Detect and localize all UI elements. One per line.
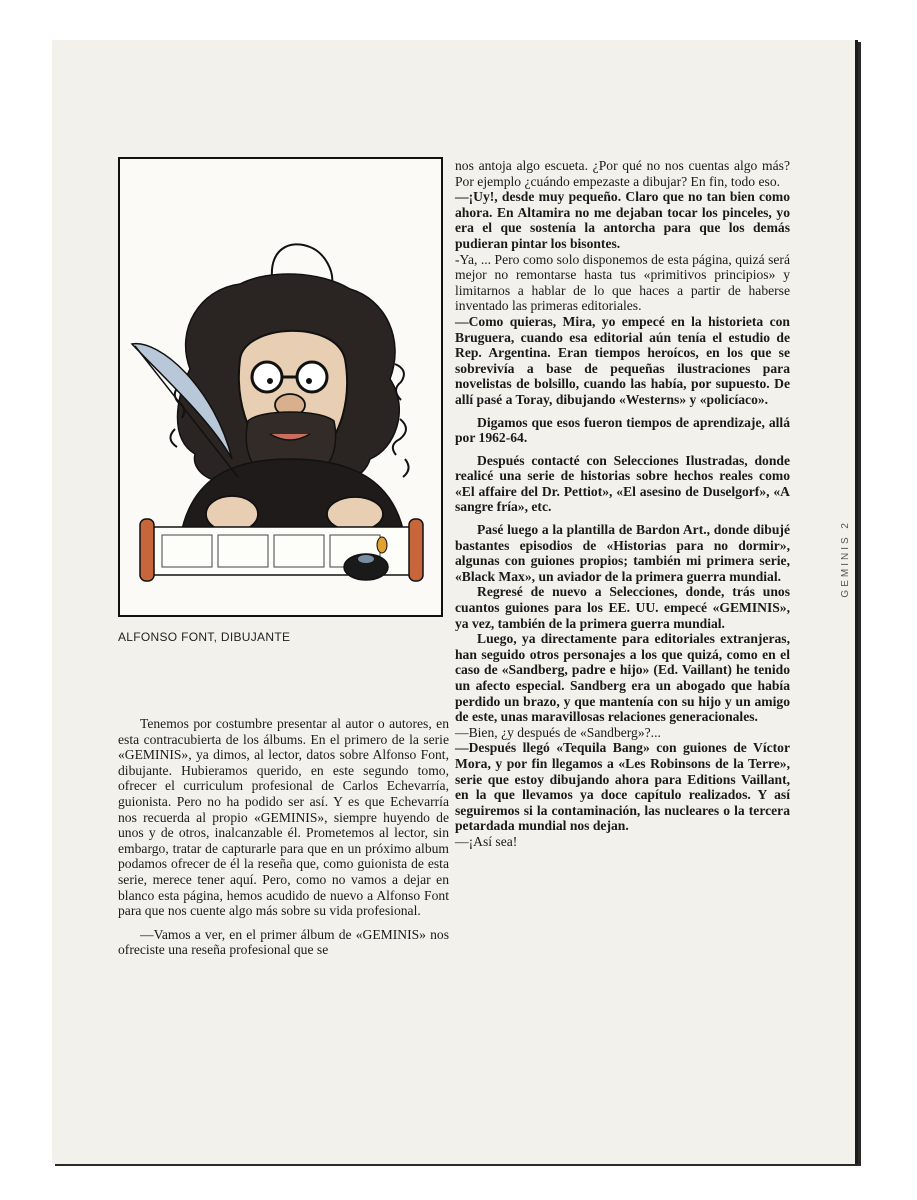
interview-paragraph: —Después llegó «Tequila Bang» con guiones de Víctor Mora, y por fin llegamos a «Les Robinsons de la Terre», serie que estoy dibujando ahora para Editions Vaillant, en la que llevamos ya doce capítulo realizados. Y así seguiremos si la contaminación, las nucleares o la tercera petardada mundial nos dejan. — [455, 740, 790, 834]
interview-paragraph: Luego, ya directamente para editoriales extranjeras, han seguido otros personajes a los que quizá, como en el caso de «Sandberg, padre e hijo» (Ed. Vaillant) he tenido un afecto especial. Sandberg era un abogado que había perdido un brazo, y que mantenía con su hijo y un amigo de este, unas maravillosas relaciones generacionales. — [455, 631, 790, 725]
interview-paragraph: —Bien, ¿y después de «Sandberg»?... — [455, 724, 661, 740]
interview-paragraph: —Como quieras, Mira, yo empecé en la historieta con Bruguera, cuando esa editorial aún tenía el estudio de Rep. Argentina. Eran tiempos heroícos, en los que se sobrevivía a base de pequeñas ilustraciones para novelistas de bolsillo, cuando las había, por supuesto. De allí pasé a Toray, dibujando «Westerns» y «policíaco». — [455, 313, 790, 407]
left-text-column — [118, 716, 449, 958]
interview-paragraph: Regresé de nuevo a Selecciones, donde, trás unos cuantos guiones para los EE. UU. empecé «GEMINIS», ya vez, también de la primera guerra mundial. — [455, 584, 790, 631]
intro-paragraph: Tenemos por costumbre presentar al autor o autores, en esta contracubierta de los álbums. En el primero de la serie «GEMINIS», ya dimos, al lector, datos sobre Alfonso Font, dibujante. Hubieramos querido, en este segundo tomo, ofrecer el curriculum profesional de Carlos Echevarría, guionista. Pero no ha podido ser así. Y es que Echevarría nos recuerda al propio «GEMINIS», siempre huyendo de unos y de otros, inalcanzable él. Prometemos al lector, sin embargo, tratar de capturarle para que en un próximo album podamos ofrecer de él la reseña que, como guionista de esta serie, merece tener aquí. Pero, como no vamos a dejar en blanco esta página, hemos acudido de nuevo a Alfonso Font para que nos cuente algo más sobre su vida profesional. — [118, 716, 449, 919]
interview-paragraph: nos antoja algo escueta. ¿Por qué no nos cuentas algo más? Por ejemplo ¿cuándo empezaste a dibujar? En fin, todo eso. — [455, 158, 790, 189]
interview-paragraph: —¡Uy!, desde muy pequeño. Claro que no tan bien como ahora. En Altamira no me dejaban tocar los pinceles, yo era el que sostenía la antorcha para que los demás pudieran pintar los bisontes. — [455, 189, 790, 251]
first-question: —Vamos a ver, en el primer álbum de «GEMINIS» nos ofreciste una reseña profesional que se — [118, 926, 449, 958]
spine-title: GEMINIS 2 — [840, 520, 851, 598]
interview-paragraph: Digamos que esos fueron tiempos de aprendizaje, allá por 1962-64. — [455, 414, 790, 446]
caricature-drawing — [120, 159, 441, 615]
illustration-caption: ALFONSO FONT, DIBUJANTE — [118, 630, 291, 644]
interview-paragraph: Después contacté con Selecciones Ilustradas, donde realicé una serie de historias sobre hechos reales como «El affaire del Dr. Pettiot», «El asesino de Duselgorf», «A sangre fría», etc. — [455, 452, 790, 515]
right-text-column — [455, 158, 790, 850]
caricature-illustration — [118, 157, 443, 617]
interview-paragraph: -Ya, ... Pero como solo disponemos de esta página, quizá será mejor no remontarse hasta tus «primitivos principios» y limitarnos a hablar de lo que haces a partir de haberse inventado las primeras editoriales. — [455, 251, 790, 314]
interview-paragraph: Pasé luego a la plantilla de Bardon Art., donde dibujé bastantes episodios de «Historias para no dormir», algunas con guiones propios; también mi primera serie, «Black Max», un aviador de la primera guerra mundial. — [455, 522, 790, 584]
interview-paragraph: —¡Así sea! — [455, 833, 518, 849]
